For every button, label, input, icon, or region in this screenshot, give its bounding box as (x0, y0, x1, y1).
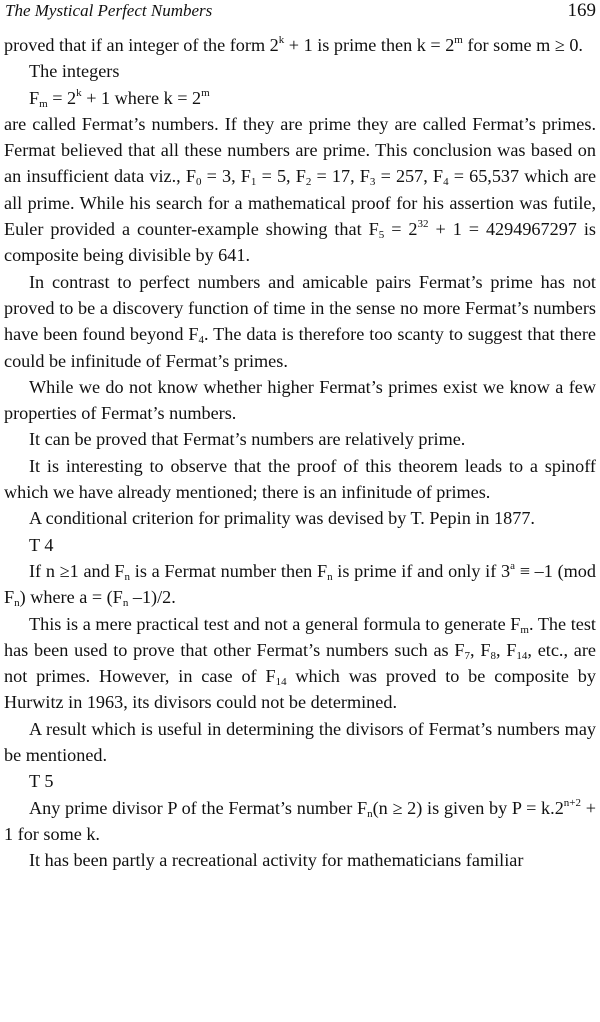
running-title: The Mystical Perfect Numbers (5, 1, 213, 20)
paragraph-practical-test (4, 611, 596, 716)
text-run: + 1 is prime then k = 2 (284, 35, 455, 55)
page-number: 169 (567, 0, 596, 21)
subscript: 4 (443, 176, 449, 189)
paragraph-fermat-primes (4, 111, 596, 269)
superscript: a (510, 559, 515, 572)
text-run: T 5 (29, 771, 54, 792)
text-run: are called Fermat’s numbers. If they are prime they are called Fermat’s primes. Fermat believed that all these numbers are prime. This conclusion was based on an insufficient data viz., F (4, 113, 596, 187)
subscript: n (14, 597, 20, 610)
text-run: = 2 (47, 87, 77, 108)
text-run: proved that if an integer of the form 2 (4, 35, 279, 55)
text-run: If n ≥1 and F (29, 560, 125, 581)
subscript: 8 (490, 649, 496, 662)
text-run: . The data is therefore too scanty to suggest that there could be infinitude of Fermat’s primes. (4, 324, 596, 371)
book-page (4, 0, 596, 874)
text-run: F (29, 87, 40, 108)
theorem-t4-statement (4, 558, 596, 611)
subscript: n (327, 570, 333, 583)
superscript: k (76, 86, 82, 99)
theorem-t5-statement (4, 795, 596, 848)
paragraph-continuation (4, 32, 596, 58)
text-run: + 1 where k = 2 (81, 87, 202, 108)
paragraph-pepin (4, 505, 596, 531)
text-run: A conditional criterion for primality was devised by T. Pepin in 1877. (29, 508, 535, 529)
text-run: T 4 (29, 534, 54, 555)
text-run: = 17, F (311, 166, 370, 187)
text-run: It can be proved that Fermat’s numbers are relatively prime. (29, 429, 466, 450)
paragraph-properties (4, 374, 596, 427)
subscript: n (367, 807, 373, 820)
subscript: 7 (464, 649, 471, 662)
text-run: ≡ –1 (mod F (4, 560, 596, 608)
subscript: m (39, 97, 48, 110)
superscript: 32 (417, 218, 429, 231)
text-run: for some m ≥ 0. (462, 35, 583, 55)
fermat-number-definition (4, 85, 596, 111)
superscript: m (201, 86, 210, 99)
paragraph-spinoff (4, 453, 596, 506)
subscript: m (520, 623, 529, 636)
text-run: is a Fermat number then F (130, 560, 328, 581)
text-run: is prime if and only if 3 (332, 560, 511, 581)
superscript: m (454, 34, 463, 46)
text-run: In contrast to perfect numbers and amicable pairs Fermat’s prime has not proved to be a discovery function of time in the sense no more Fermat’s numbers have been found beyond F (4, 271, 596, 345)
body-text (4, 32, 596, 874)
text-run: Any prime divisor P of the Fermat’s number F (29, 797, 368, 818)
subscript: 2 (305, 176, 312, 189)
text-run: It is interesting to observe that the proof of this theorem leads to a spinoff which we have already mentioned; there is an infinitude of primes. (4, 455, 596, 503)
subscript: 0 (195, 176, 202, 189)
text-run: It has been partly a recreational activity for mathematicians familiar (29, 850, 524, 871)
running-head (4, 0, 596, 26)
subscript: n (122, 597, 129, 610)
paragraph-divisors-result (4, 716, 596, 769)
text-run: The integers (29, 61, 120, 82)
paragraph-recreational (4, 847, 596, 873)
text-run: This is a mere practical test and not a general formula to generate F (29, 613, 521, 634)
paragraph-integers (4, 58, 596, 84)
text-run: + 1 for some k. (4, 797, 596, 844)
text-run: (n ≥ 2) is given by P = k.2 (372, 797, 564, 818)
superscript: k (278, 34, 285, 46)
subscript: 14 (516, 649, 528, 662)
text-run: . The test has been used to prove that other Fermat’s numbers such as F (4, 613, 596, 660)
superscript: n+2 (563, 796, 582, 809)
text-run: = 5, F (256, 166, 306, 187)
text-run: , F (470, 639, 491, 660)
text-run: + 1 = 4294967297 is composite being divisible by 641. (4, 219, 596, 266)
text-run: = 257, F (375, 166, 444, 187)
text-run: = 2 (384, 219, 418, 240)
subscript: 5 (378, 229, 385, 242)
subscript: 14 (275, 676, 287, 689)
text-run: , F (495, 639, 517, 660)
theorem-label-t5 (4, 768, 596, 794)
text-run: = 65,537 which are all prime. While his search for a mathematical proof for his assertion was futile, Euler provided a counter-example showing that F (4, 166, 597, 240)
text-run: A result which is useful in determining the divisors of Fermat’s numbers may be mentioned. (4, 718, 596, 766)
text-run: While we do not know whether higher Fermat’s primes exist we know a few properties of Fermat’s numbers. (4, 376, 596, 424)
subscript: 1 (250, 176, 257, 189)
text-run: = 3, F (201, 166, 251, 187)
subscript: n (124, 570, 131, 583)
theorem-label-t4 (4, 532, 596, 558)
text-run: which was proved to be composite by Hurwitz in 1963, its divisors could not be determined. (4, 666, 596, 713)
text-run: –1)/2. (128, 587, 176, 608)
subscript: 3 (369, 176, 376, 189)
subscript: 4 (198, 334, 205, 347)
paragraph-relatively-prime (4, 426, 596, 452)
text-run: ) where a = (F (19, 587, 123, 608)
text-run: , etc., are not primes. However, in case of F (4, 639, 596, 687)
paragraph-contrast (4, 269, 596, 374)
